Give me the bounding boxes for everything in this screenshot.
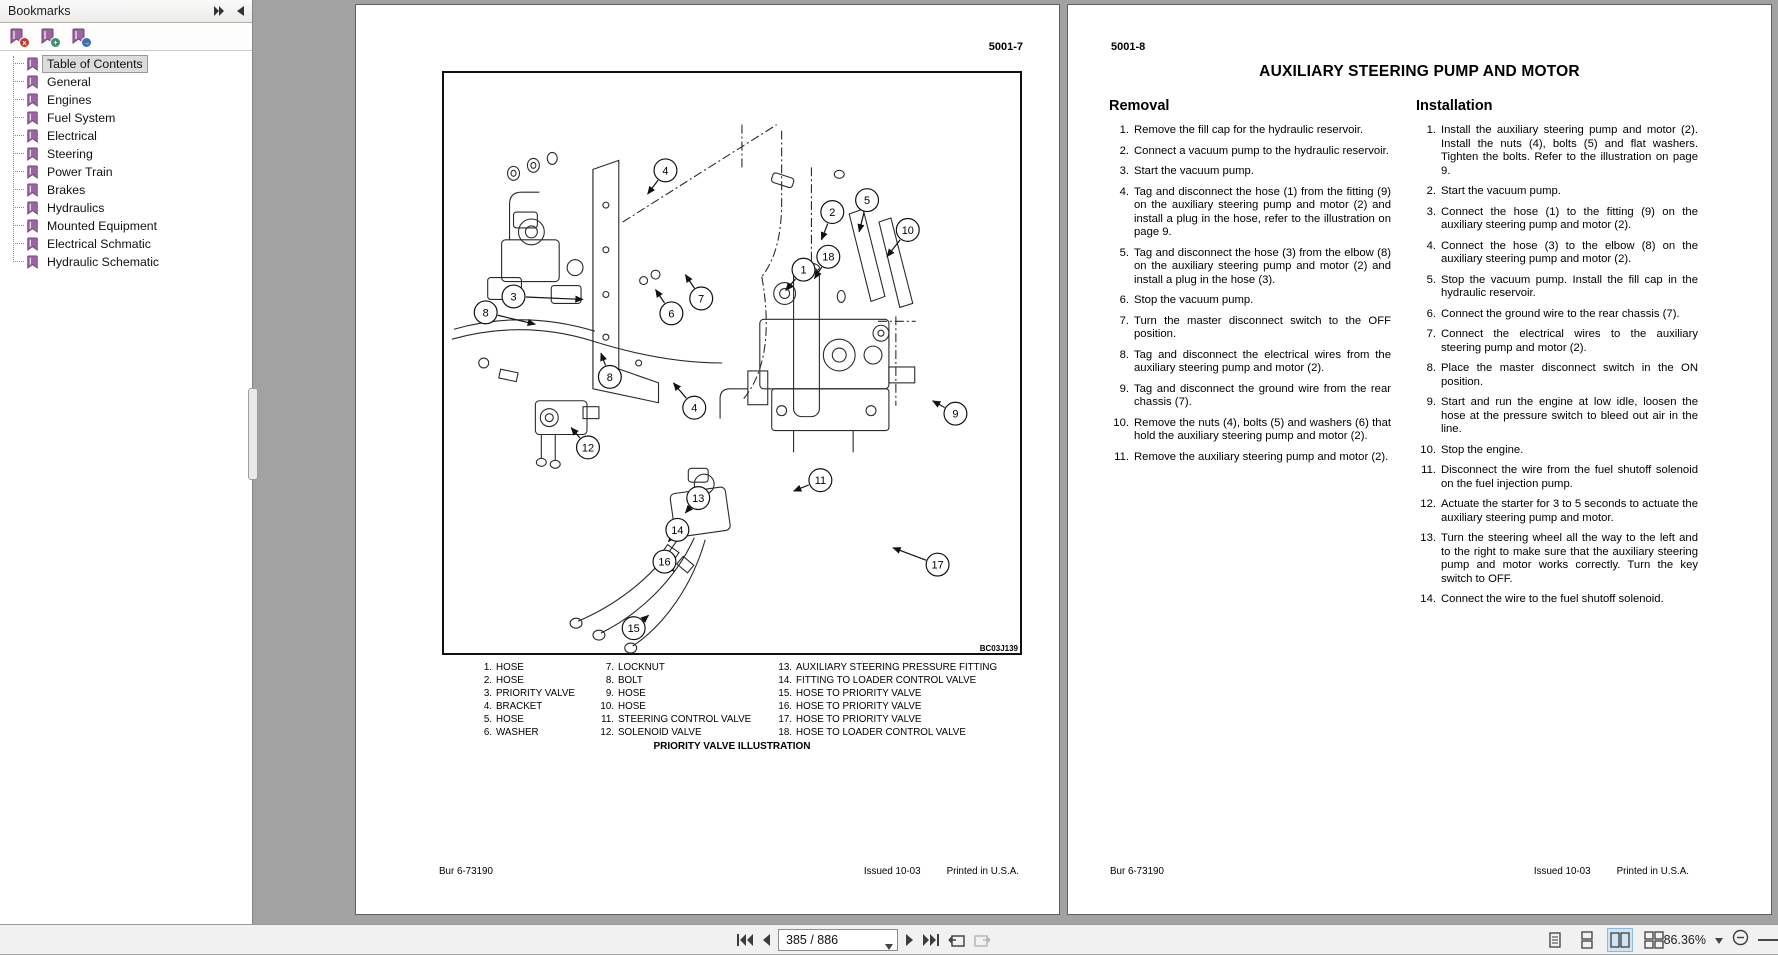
footer-issued-date: Issued 10-03 <box>1533 866 1591 877</box>
step-text: Remove the nuts (4), bolts (5) and washers (6) that hold the auxiliary steering pump and motor (2). <box>1134 416 1391 442</box>
procedure-step <box>1416 308 1698 322</box>
removal-heading: Removal <box>1109 98 1170 114</box>
step-number: 13. <box>1420 532 1436 544</box>
bookmark-label: Electrical Schmatic <box>47 237 151 251</box>
part-label: FITTING TO LOADER CONTROL VALVE <box>796 675 977 686</box>
bookmark-item[interactable] <box>0 91 252 109</box>
step-number: 3. <box>1426 205 1436 218</box>
part-number: 10. <box>600 701 614 712</box>
procedure-step <box>1416 274 1698 301</box>
zoom-out-button[interactable] <box>1732 929 1749 951</box>
part-number: 7. <box>605 662 614 673</box>
two-page-view-button[interactable] <box>1607 928 1633 952</box>
callout-number: 9 <box>952 408 959 421</box>
step-number: 2. <box>1119 144 1129 157</box>
parts-list-row <box>594 713 751 726</box>
tree-connector <box>13 225 24 227</box>
parts-list-row <box>772 713 997 726</box>
svg-text:x: x <box>22 37 27 47</box>
parts-list-row <box>472 687 575 700</box>
part-number: 13. <box>778 662 792 673</box>
procedure-step <box>1109 315 1391 342</box>
part-label: HOSE TO PRIORITY VALVE <box>796 701 922 712</box>
parts-list-row <box>594 700 751 713</box>
parts-list-column-1 <box>472 661 575 739</box>
part-number: 14. <box>778 675 792 686</box>
first-page-button[interactable] <box>736 933 754 947</box>
panel-collapse-icon[interactable] <box>233 4 247 18</box>
part-label: HOSE <box>618 688 646 699</box>
step-text: Connect the wire to the fuel shutoff solenoid. <box>1441 593 1664 605</box>
step-text: Stop the vacuum pump. Install the fill cap in the hydraulic reservoir. <box>1441 273 1698 299</box>
bookmark-item[interactable] <box>0 163 252 181</box>
step-number: 10. <box>1113 416 1129 429</box>
part-label: HOSE TO LOADER CONTROL VALVE <box>796 727 966 738</box>
step-text: Start the vacuum pump. <box>1441 185 1561 197</box>
technical-diagram <box>444 73 1020 653</box>
bookmark-label: General <box>47 75 91 89</box>
procedure-step <box>1109 145 1391 159</box>
callout-number: 7 <box>698 293 705 306</box>
procedure-step <box>1109 383 1391 410</box>
part-number: 15. <box>778 688 792 699</box>
procedure-step <box>1416 328 1698 355</box>
part-number: 6. <box>483 727 492 738</box>
tree-connector <box>13 207 24 209</box>
part-label: STEERING CONTROL VALVE <box>618 714 752 725</box>
part-number: 11. <box>601 714 614 725</box>
bookmark-label: Electrical <box>47 129 97 143</box>
bookmark-icon <box>26 129 39 143</box>
last-page-button[interactable] <box>922 933 940 947</box>
footer-publication-number: Bur 6-73190 <box>439 866 493 877</box>
step-text: Place the master disconnect switch in the ON position. <box>1441 362 1698 388</box>
step-text: Start the vacuum pump. <box>1134 165 1254 177</box>
bookmark-goto-button[interactable] <box>71 28 89 46</box>
callout-number: 10 <box>901 224 914 237</box>
bookmark-item[interactable] <box>0 55 252 73</box>
procedure-step <box>1416 464 1698 491</box>
bookmark-item[interactable] <box>0 73 252 91</box>
parts-list-row <box>472 700 575 713</box>
bookmark-icon <box>26 147 39 161</box>
step-number: 3. <box>1119 165 1129 177</box>
part-label: HOSE <box>496 714 524 725</box>
part-number: 3. <box>483 688 492 699</box>
procedure-step <box>1416 240 1698 267</box>
tree-connector <box>13 117 24 119</box>
parts-list-row <box>594 661 751 674</box>
callout-number: 12 <box>581 442 595 455</box>
bookmark-label: Table of Contents <box>43 56 147 72</box>
procedure-step <box>1109 294 1391 308</box>
step-text: Turn the master disconnect switch to the OFF position. <box>1134 314 1391 340</box>
step-number: 11. <box>1421 464 1436 476</box>
page-number-field[interactable] <box>778 929 898 951</box>
callout-number: 2 <box>829 207 836 220</box>
procedure-step <box>1416 532 1698 586</box>
parts-list-row <box>594 687 751 700</box>
step-number: 14. <box>1420 593 1436 605</box>
step-text: Tag and disconnect the hose (1) from the fitting (9) on the auxiliary steering pump and motor (2) and install a plug in the hose, refer to the illustration on page 9. <box>1134 185 1391 238</box>
callout-number: 15 <box>627 623 640 636</box>
part-label: HOSE <box>496 675 524 686</box>
procedure-step <box>1416 498 1698 525</box>
tree-connector <box>13 261 24 263</box>
procedure-step <box>1416 124 1698 178</box>
panel-resize-grip[interactable] <box>248 388 258 480</box>
bookmark-item[interactable] <box>0 199 252 217</box>
bookmark-add-button[interactable] <box>40 28 58 46</box>
step-number: 9. <box>1119 382 1129 395</box>
parts-list-row <box>772 674 997 687</box>
step-text: Stop the engine. <box>1441 443 1524 456</box>
step-number: 4. <box>1119 185 1129 198</box>
parts-list-row <box>472 661 575 674</box>
step-number: 5. <box>1426 273 1436 286</box>
part-label: BRACKET <box>496 701 543 712</box>
part-number: 17. <box>778 714 792 725</box>
callout-number: 8 <box>482 307 489 320</box>
step-number: 12. <box>1420 498 1436 510</box>
step-number: 6. <box>1426 307 1436 320</box>
part-number: 2. <box>483 675 492 686</box>
step-number: 7. <box>1426 328 1436 340</box>
section-title: AUXILIARY STEERING PUMP AND MOTOR <box>1259 63 1580 80</box>
bookmark-item[interactable] <box>0 127 252 145</box>
step-text: Stop the vacuum pump. <box>1134 294 1254 306</box>
part-number: 18. <box>778 727 792 738</box>
page-number: 5001-7 <box>988 41 1023 53</box>
part-label: HOSE TO PRIORITY VALVE <box>796 688 922 699</box>
parts-list-row <box>594 674 751 687</box>
procedure-step <box>1416 593 1698 607</box>
bookmark-label: Fuel System <box>47 111 116 125</box>
part-label: PRIORITY VALVE <box>496 688 575 699</box>
callout-number: 3 <box>510 291 517 304</box>
priority-valve-illustration <box>442 71 1022 655</box>
callout-number: 14 <box>671 524 684 537</box>
callout-number: 17 <box>931 559 944 572</box>
bookmark-item[interactable] <box>0 145 252 163</box>
step-text: Connect the ground wire to the rear chassis (7). <box>1441 307 1680 320</box>
step-number: 4. <box>1426 239 1436 252</box>
callout-number: 5 <box>864 195 871 208</box>
step-text: Install the auxiliary steering pump and motor (2). Install the nuts (4), bolts (5) and flat washers. Tighten the bolts. Refer to the illustration on page 9. <box>1441 124 1698 177</box>
callout-number: 6 <box>668 308 675 321</box>
parts-list-row <box>772 700 997 713</box>
callout-number: 8 <box>606 371 613 384</box>
step-text: Actuate the starter for 3 to 5 seconds to actuate the auxiliary steering pump and motor. <box>1441 498 1698 524</box>
bookmark-label: Engines <box>47 93 92 107</box>
part-label: SOLENOID VALVE <box>618 727 702 738</box>
panel-options-icon[interactable] <box>212 4 226 18</box>
footer-printed-in: Printed in U.S.A. <box>946 866 1019 877</box>
part-number: 1. <box>483 662 492 673</box>
bookmark-label: Hydraulics <box>47 201 105 215</box>
parts-list-row <box>472 674 575 687</box>
part-number: 16. <box>778 701 792 712</box>
procedure-step <box>1416 185 1698 199</box>
next-page-button[interactable] <box>905 933 915 947</box>
previous-page-button[interactable] <box>761 933 771 947</box>
tree-connector <box>13 63 24 65</box>
bookmarks-panel-header <box>0 0 252 23</box>
zoom-dropdown-caret-icon[interactable] <box>1715 931 1723 949</box>
step-number: 8. <box>1426 362 1436 374</box>
callout-number: 1 <box>800 264 807 277</box>
procedure-step <box>1416 206 1698 233</box>
procedure-step <box>1109 124 1391 138</box>
tree-connector <box>13 153 24 155</box>
callout-number: 4 <box>662 165 669 178</box>
step-text: Connect the hose (3) to the elbow (8) on the auxiliary steering pump and motor (2). <box>1441 239 1698 265</box>
bookmark-delete-badge-icon <box>19 37 30 48</box>
tree-connector <box>13 99 24 101</box>
tree-connector <box>13 189 24 191</box>
procedure-step <box>1109 417 1391 444</box>
procedure-step <box>1109 451 1391 465</box>
parts-list-row <box>472 713 575 726</box>
procedure-step <box>1416 396 1698 437</box>
zoom-slider[interactable] <box>1758 939 1778 941</box>
tree-connector <box>13 81 24 83</box>
previous-view-button[interactable] <box>947 932 966 948</box>
bookmark-label: Mounted Equipment <box>47 219 158 233</box>
bookmark-icon <box>26 219 39 233</box>
bookmark-label: Steering <box>47 147 93 161</box>
part-number: 9. <box>605 688 614 699</box>
part-number: 5. <box>483 714 492 725</box>
bookmark-item[interactable] <box>0 253 252 271</box>
bookmarks-toolbar <box>0 23 252 51</box>
tree-connector <box>13 243 24 245</box>
step-text: Turn the steering wheel all the way to the left and to the right to make sure that the auxiliary steering pump and motor works correctly. Turn the key switch to OFF. <box>1441 532 1698 585</box>
step-number: 1. <box>1426 124 1436 136</box>
tree-connector <box>13 135 24 137</box>
machinery-linework <box>452 125 916 653</box>
bookmark-item[interactable] <box>0 109 252 127</box>
bookmark-label: Power Train <box>47 165 113 179</box>
bookmark-item[interactable] <box>0 181 252 199</box>
parts-list-row <box>472 726 575 739</box>
bookmark-icon <box>26 165 39 179</box>
step-text: Tag and disconnect the hose (3) from the elbow (8) on the auxiliary steering pump and motor (2) and install a plug in the hose (3). <box>1134 246 1391 286</box>
bookmark-icon <box>26 111 39 125</box>
svg-text:→: → <box>82 37 91 47</box>
bookmark-icon <box>26 255 39 269</box>
part-number: 12. <box>600 727 614 738</box>
part-label: HOSE <box>496 662 524 673</box>
page-number-input[interactable] <box>779 932 880 948</box>
viewer-toolbar <box>0 924 1778 954</box>
parts-list-row <box>772 661 997 674</box>
removal-steps-list <box>1109 124 1391 471</box>
parts-list-row <box>594 726 751 739</box>
part-label: BOLT <box>618 675 643 686</box>
bookmark-label: Brakes <box>47 183 86 197</box>
bookmark-icon <box>26 57 39 71</box>
parts-list-row <box>772 687 997 700</box>
step-number: 1. <box>1119 124 1129 136</box>
bookmark-item[interactable] <box>0 217 252 235</box>
bookmarks-panel-title: Bookmarks <box>8 4 71 18</box>
step-text: Connect the electrical wires to the auxiliary steering pump and motor (2). <box>1441 328 1698 354</box>
next-view-button[interactable] <box>973 932 992 948</box>
callout-number: 16 <box>658 556 671 569</box>
step-text: Remove the auxiliary steering pump and motor (2). <box>1134 450 1389 463</box>
bookmark-label: Hydraulic Schematic <box>47 255 160 269</box>
step-number: 7. <box>1119 314 1129 327</box>
tree-connector <box>13 171 24 173</box>
page-5001-7 <box>355 4 1060 915</box>
bookmarks-panel <box>0 0 253 925</box>
bookmark-goto-badge-icon <box>81 37 92 48</box>
diagram-code-label: BC03J139 <box>979 644 1018 653</box>
step-text: Connect the hose (1) to the fitting (9) on the auxiliary steering pump and motor (2). <box>1441 205 1698 231</box>
bookmark-item[interactable] <box>0 235 252 253</box>
part-label: WASHER <box>496 727 539 738</box>
step-number: 11. <box>1114 450 1129 463</box>
bookmark-icon <box>26 93 39 107</box>
step-number: 9. <box>1426 396 1436 408</box>
installation-heading: Installation <box>1416 98 1493 114</box>
bookmark-icon <box>26 75 39 89</box>
bookmark-delete-button[interactable] <box>9 28 27 46</box>
callout-number: 11 <box>814 475 827 488</box>
installation-steps-list <box>1416 124 1698 614</box>
parts-list-row <box>772 726 997 739</box>
footer-publication-number: Bur 6-73190 <box>1110 866 1164 877</box>
part-number: 4. <box>483 701 492 712</box>
svg-text:+: + <box>53 37 58 47</box>
illustration-caption: PRIORITY VALVE ILLUSTRATION <box>653 741 811 752</box>
bookmark-icon <box>26 183 39 197</box>
step-text: Start and run the engine at low idle, loosen the hose at the pressure switch to bleed out air in the line. <box>1441 396 1698 435</box>
part-label: AUXILIARY STEERING PRESSURE FITTING <box>796 662 998 673</box>
step-number: 2. <box>1426 185 1436 197</box>
page-number: 5001-8 <box>1111 41 1146 53</box>
bookmark-icon <box>26 201 39 215</box>
part-label: HOSE TO PRIORITY VALVE <box>796 714 922 725</box>
procedure-step <box>1109 349 1391 376</box>
part-label: HOSE <box>618 701 646 712</box>
step-text: Connect a vacuum pump to the hydraulic reservoir. <box>1134 144 1389 157</box>
bookmark-add-badge-icon <box>50 37 61 48</box>
step-text: Remove the fill cap for the hydraulic reservoir. <box>1134 124 1364 136</box>
procedure-step <box>1109 186 1391 240</box>
scrolling-page-view-button[interactable] <box>1575 928 1599 952</box>
step-number: 6. <box>1119 294 1129 306</box>
zoom-level-value[interactable]: 86.36% <box>1663 932 1706 947</box>
callout-number: 18 <box>822 251 835 264</box>
step-number: 5. <box>1119 246 1129 259</box>
step-text: Tag and disconnect the ground wire from the rear chassis (7). <box>1134 382 1391 408</box>
single-page-view-button[interactable] <box>1543 928 1567 952</box>
page-dropdown-caret-icon[interactable] <box>885 937 893 955</box>
procedure-step <box>1109 247 1391 288</box>
procedure-step <box>1109 165 1391 179</box>
procedure-step <box>1416 362 1698 389</box>
callout-number: 4 <box>691 402 698 415</box>
parts-list-column-3 <box>772 661 997 739</box>
bookmarks-tree <box>0 51 252 271</box>
parts-list-column-2 <box>594 661 751 739</box>
part-label: LOCKNUT <box>618 662 665 673</box>
procedure-step <box>1416 444 1698 458</box>
footer-issued-date: Issued 10-03 <box>863 866 921 877</box>
step-text: Tag and disconnect the electrical wires from the auxiliary steering pump and motor (2). <box>1134 348 1391 374</box>
footer-printed-in: Printed in U.S.A. <box>1616 866 1689 877</box>
bookmark-icon <box>26 237 39 251</box>
callout-number: 13 <box>692 493 705 506</box>
document-area[interactable] <box>253 0 1778 925</box>
part-number: 8. <box>605 675 614 686</box>
step-text: Disconnect the wire from the fuel shutoff solenoid on the fuel injection pump. <box>1441 464 1698 490</box>
page-5001-8 <box>1067 4 1772 915</box>
step-number: 10. <box>1420 443 1436 456</box>
step-number: 8. <box>1119 348 1129 361</box>
